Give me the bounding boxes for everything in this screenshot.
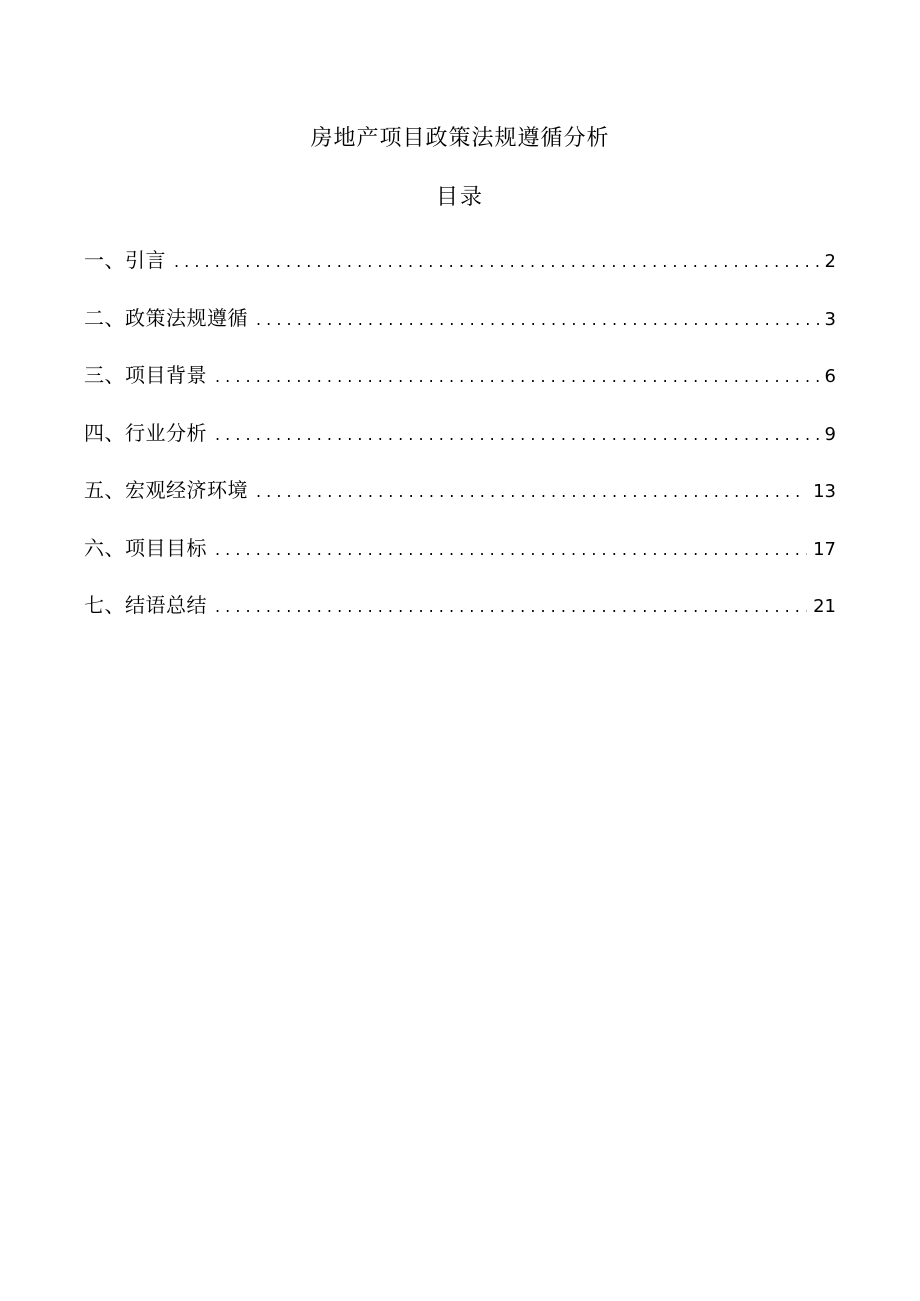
toc-heading: 目录 xyxy=(435,185,484,210)
toc-dot-leader xyxy=(215,418,819,452)
toc-entry-page-number: 17 xyxy=(813,538,836,560)
toc-entry-conclusion[interactable] xyxy=(84,588,836,646)
toc-entry-label: 七、结语总结 xyxy=(84,593,207,617)
toc-entry-label: 五、宏观经济环境 xyxy=(84,478,248,502)
toc-dot-leader xyxy=(215,533,807,567)
document-title: 房地产项目政策法规遵循分析 xyxy=(310,126,610,151)
toc-dot-leader xyxy=(174,245,819,279)
toc-entry-label: 四、行业分析 xyxy=(84,420,207,445)
toc-entry-label: 一、引言 xyxy=(84,248,166,272)
toc-entry-page-number: 3 xyxy=(824,308,836,330)
toc-dot-leader xyxy=(215,590,807,624)
toc-entry-page-number: 21 xyxy=(813,596,836,617)
toc-entry-page-number: 9 xyxy=(824,423,836,445)
toc-entry-page-number: 6 xyxy=(824,366,836,387)
toc-entry-macro-environment[interactable] xyxy=(84,473,836,531)
toc-entry-project-goals[interactable] xyxy=(84,531,836,589)
toc-dot-leader xyxy=(256,475,807,509)
toc-entry-industry-analysis[interactable] xyxy=(84,416,836,474)
toc-entry-introduction[interactable] xyxy=(84,243,836,301)
table-of-contents xyxy=(84,243,836,646)
toc-dot-leader xyxy=(256,303,819,337)
toc-entry-page-number: 2 xyxy=(824,251,836,272)
toc-entry-label: 二、政策法规遵循 xyxy=(84,305,248,330)
toc-entry-policy-compliance[interactable] xyxy=(84,301,836,359)
toc-entry-project-background[interactable] xyxy=(84,358,836,416)
toc-entry-label: 六、项目目标 xyxy=(84,535,207,560)
toc-entry-page-number: 13 xyxy=(813,481,836,502)
toc-entry-label: 三、项目背景 xyxy=(84,363,207,387)
toc-dot-leader xyxy=(215,360,819,394)
